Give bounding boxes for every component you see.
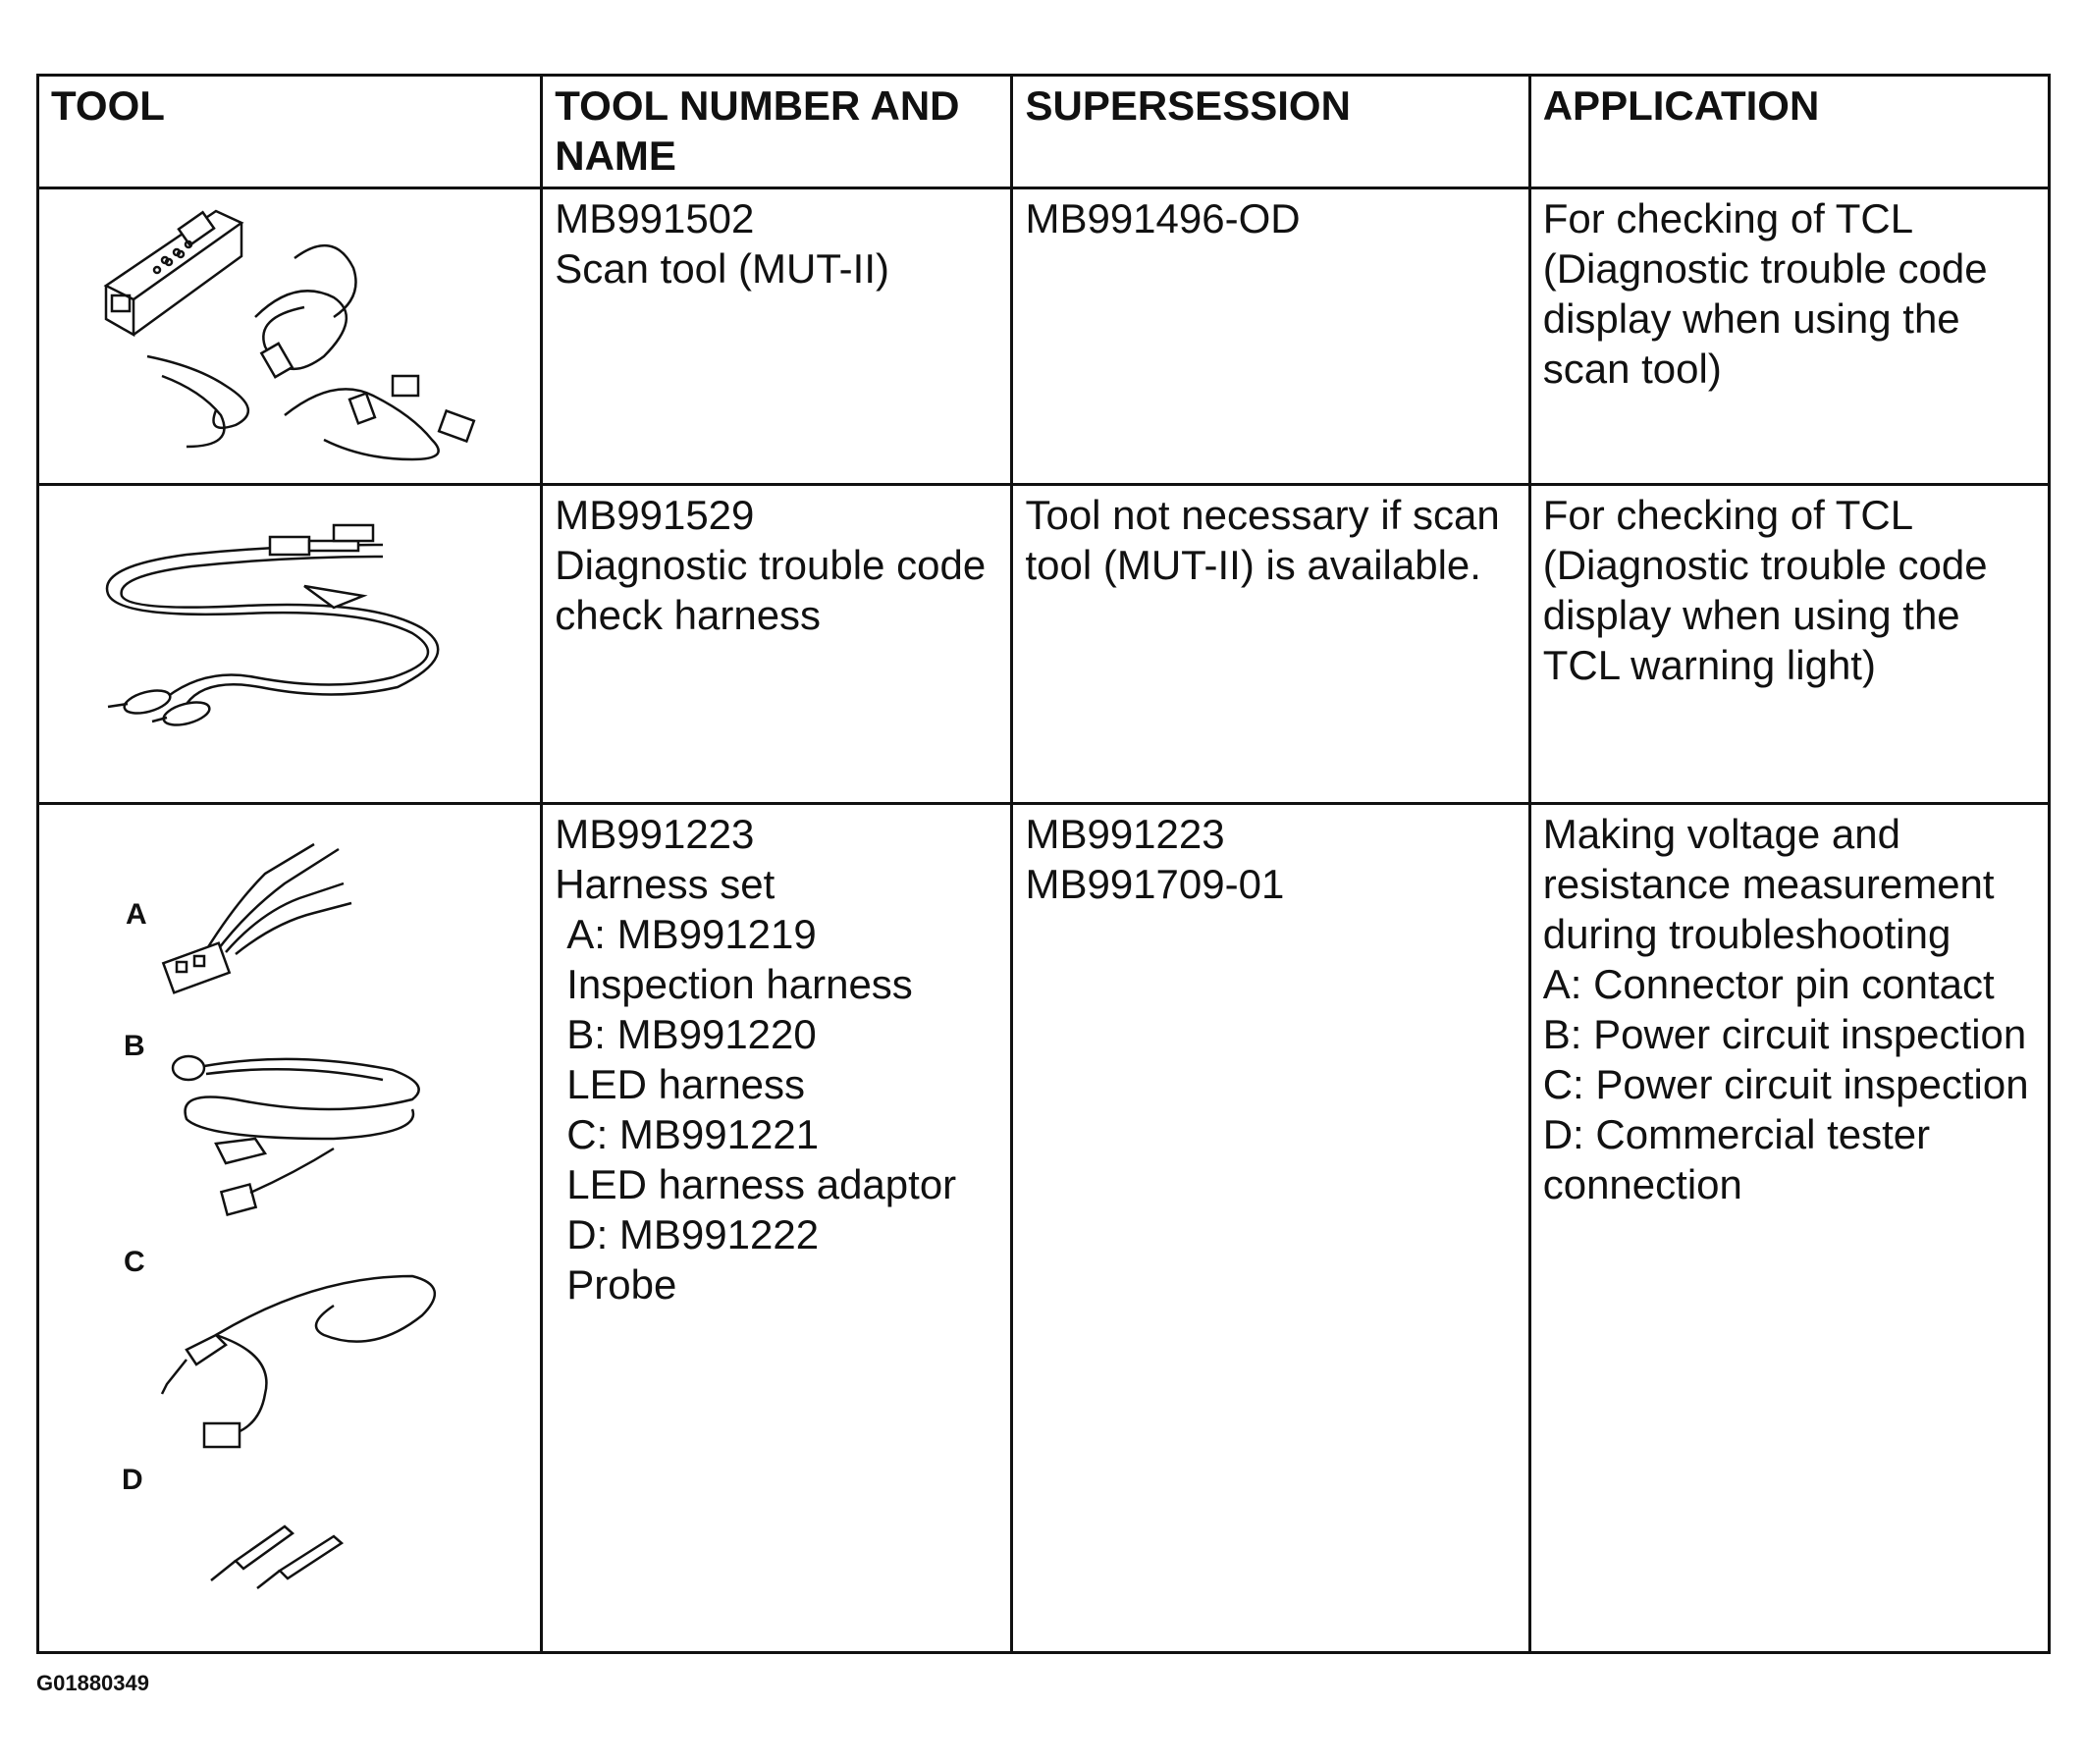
header-supersession: SUPERSESSION [1012, 76, 1529, 188]
tool-label-b: B [124, 1030, 145, 1062]
tool-label-c: C [124, 1246, 145, 1278]
tool-number-name-cell [542, 188, 1012, 485]
application-cell: For checking of TCL (Diagnostic trouble code display when using the TCL warning light) [1529, 485, 2049, 804]
diagnostic-harness-illustration [38, 485, 542, 804]
header-tool-number-name: TOOL NUMBER AND NAME [542, 76, 1012, 188]
tool-name: Harness set [555, 861, 775, 907]
tool-name: Scan tool (MUT-II) [555, 245, 889, 292]
table-row [38, 485, 2050, 804]
table-header-row [38, 76, 2050, 188]
tool-number: MB991529 [555, 492, 755, 538]
application-cell: For checking of TCL (Diagnostic trouble code display when using the scan tool) [1529, 188, 2049, 485]
tool-label-a: A [126, 898, 147, 931]
harness-set-illustration [38, 804, 542, 1653]
table-row [38, 804, 2050, 1653]
figure-id: G01880349 [36, 1671, 149, 1695]
header-application: APPLICATION [1529, 76, 2049, 188]
tool-label-d: D [122, 1464, 143, 1496]
tool-number-name-cell: MB991223 Harness set A: MB991219 Inspection harness B: MB991220 LED harness C: MB991221 LED harness adaptor D: MB991222 Probe [542, 804, 1012, 1653]
tool-name: Diagnostic trouble code [555, 542, 987, 588]
tool-number: MB991223 [555, 811, 755, 857]
table-row [38, 188, 2050, 485]
tool-number-name-cell: MB991529 Diagnostic trouble code check harness [542, 485, 1012, 804]
special-tools-table [36, 74, 2051, 1654]
supersession-cell: Tool not necessary if scan tool (MUT-II) is available. [1012, 485, 1529, 804]
scan-tool-illustration [38, 188, 542, 485]
supersession-cell: MB991223 MB991709-01 [1012, 804, 1529, 1653]
header-tool: TOOL [38, 76, 542, 188]
supersession-cell: MB991496-OD [1012, 188, 1529, 485]
application-cell: Making voltage and resistance measurement during troubleshooting A: Connector pin contact B: Power circuit inspection C: Power circuit inspection D: Commercial tester connection [1529, 804, 2049, 1653]
tool-number: MB991502 [555, 195, 755, 241]
